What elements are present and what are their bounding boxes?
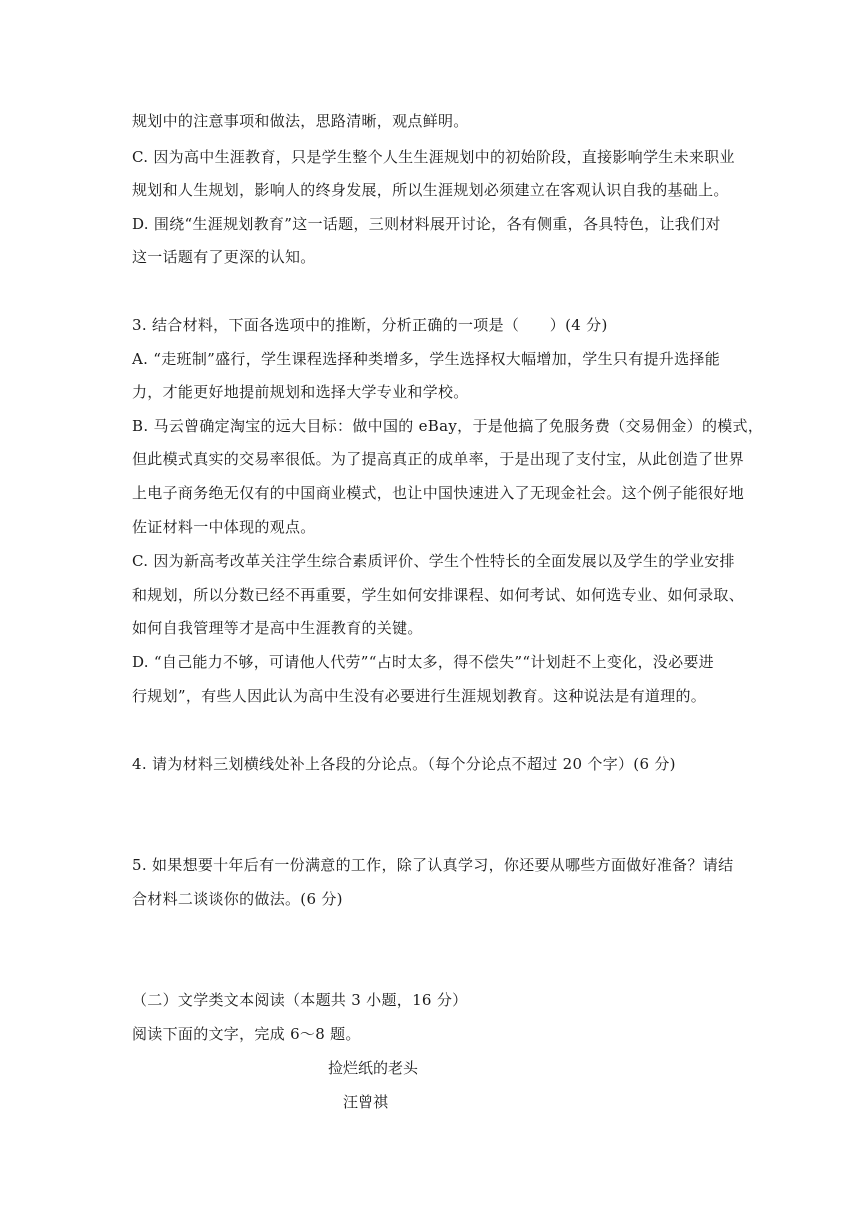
passage-title: 捡烂纸的老头 [328,1059,419,1077]
q3-line: 行规划”，有些人因此认为高中生没有必要进行生涯规划教育。这种说法是有道理的。 [132,687,707,705]
q3-option-c: C. 因为新高考改革关注学生综合素质评价、学生个性特长的全面发展以及学生的学业安排 [132,552,735,570]
q3-stem: 3. 结合材料，下面各选项中的推断，分析正确的一项是（ ）(4 分) [132,316,608,334]
q3-option-b: B. 马云曾确定淘宝的远大目标：做中国的 eBay，于是他搞了免服务费（交易佣金）的模式， [132,417,764,435]
q2-line: 规划和人生规划，影响人的终身发展，所以生涯规划必须建立在客观认识自我的基础上。 [132,181,729,199]
passage-author: 汪曾祺 [343,1093,389,1111]
q3-line: 和规划，所以分数已经不再重要，学生如何安排课程、如何考试、如何选专业、如何录取、 [132,586,745,604]
q3-line: 上电子商务绝无仅有的中国商业模式，也让中国快速进入了无现金社会。这个例子能很好地 [132,484,745,502]
section-heading: （二）文学类文本阅读（本题共 3 小题，16 分） [132,991,468,1009]
q2-option-d: D. 围绕“生涯规划教育”这一话题，三则材料展开讨论，各有侧重，各具特色，让我们对 [132,215,721,233]
q5-line: 合材料二谈谈你的做法。(6 分) [132,890,343,908]
q3-option-a: A. “走班制”盛行，学生课程选择种类增多，学生选择权大幅增加，学生只有提升选择能 [132,350,721,368]
q5-stem: 5. 如果想要十年后有一份满意的工作，除了认真学习，你还要从哪些方面做好准备？请结 [132,856,734,874]
q3-line: 但此模式真实的交易率很低。为了提高真正的成单率，于是出现了支付宝，从此创造了世界 [132,450,745,468]
q3-line: 力，才能更好地提前规划和选择大学专业和学校。 [132,383,469,401]
q2-option-c: C. 因为高中生涯教育，只是学生整个人生生涯规划中的初始阶段，直接影响学生未来职业 [132,148,735,166]
q2-line: 规划中的注意事项和做法，思路清晰，观点鲜明。 [132,112,469,130]
q4-stem: 4. 请为材料三划横线处补上各段的分论点。（每个分论点不超过 20 个字）(6 分) [132,755,676,773]
q2-line: 这一话题有了更深的认知。 [132,248,316,266]
q3-line: 如何自我管理等才是高中生涯教育的关键。 [132,619,423,637]
q3-line: 佐证材料一中体现的观点。 [132,518,316,536]
section-instruction: 阅读下面的文字，完成 6～8 题。 [132,1025,361,1043]
q3-option-d: D. “自己能力不够，可请他人代劳”“占时太多，得不偿失”“计划赶不上变化，没必要进 [132,653,714,671]
